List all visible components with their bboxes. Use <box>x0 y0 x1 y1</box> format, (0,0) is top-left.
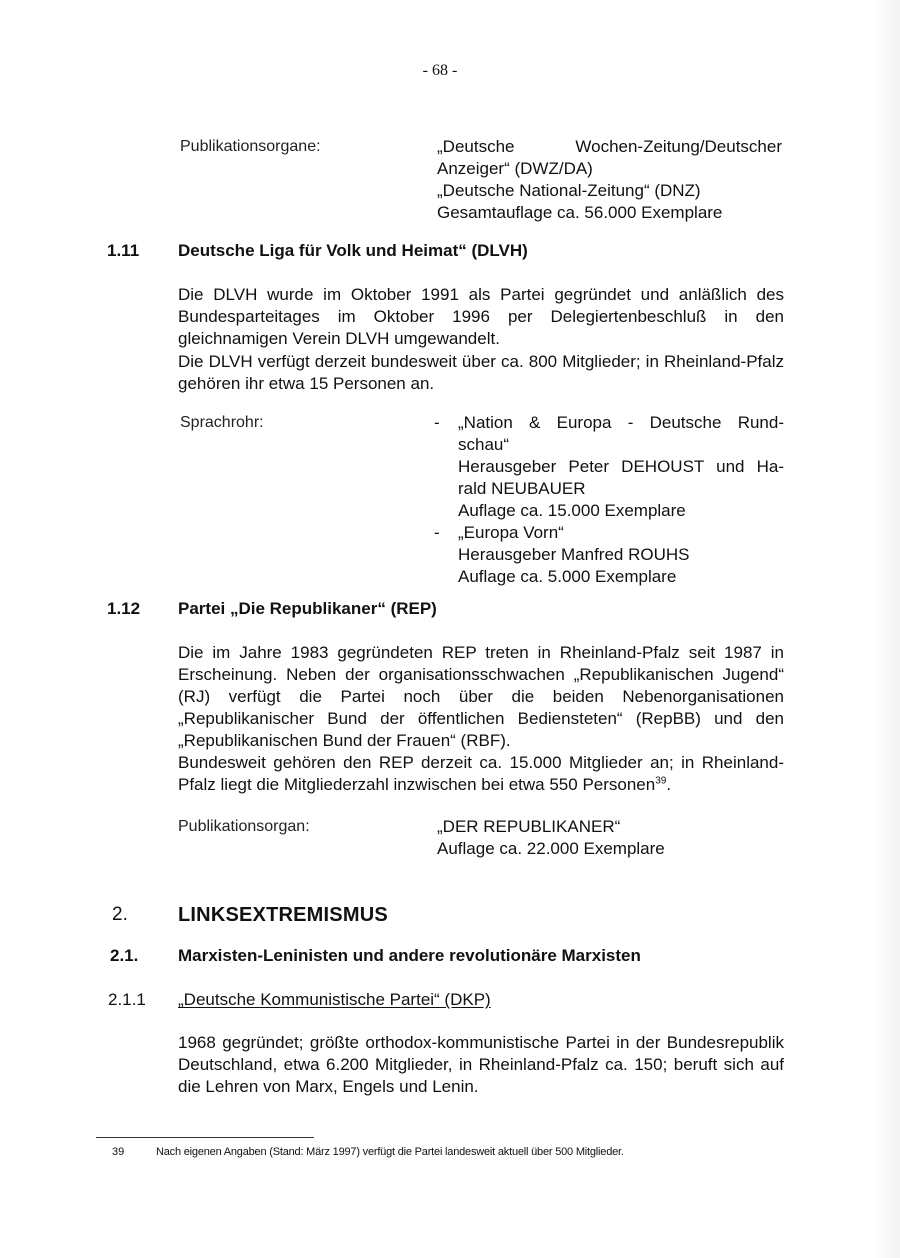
section-1-11-title: Deutsche Liga für Volk und Heimat“ (DLVH) <box>178 241 528 260</box>
sprachrohr-list <box>434 412 784 588</box>
publication-organ-label: Publikationsorgan: <box>178 818 310 835</box>
page-number: - 68 - <box>422 62 458 79</box>
list-dash: - <box>434 413 440 432</box>
item-1-line-3: Herausgeber Peter DEHOUST und Ha- <box>458 457 784 476</box>
item-2-line-2: Herausgeber Manfred ROUHS <box>458 545 690 564</box>
section-2-title: LINKSEXTREMISMUS <box>178 904 388 926</box>
pub-line-1b: Wochen-Zeitung/Deutscher <box>575 137 782 156</box>
publication-organ-value <box>437 816 665 860</box>
publication-organs-label: Publikationsorgane: <box>180 138 321 155</box>
item-1-line-5: Auflage ca. 15.000 Exemplare <box>458 501 686 520</box>
footnote-rule <box>96 1137 314 1138</box>
sprachrohr-item-1 <box>434 412 784 522</box>
scan-edge-shadow <box>872 0 900 1258</box>
section-2-number: 2. <box>112 904 128 925</box>
section-2-1-1-title <box>178 989 491 1011</box>
pub-line-2: Anzeiger“ (DWZ/DA) <box>437 159 593 178</box>
paragraph-2-end: . <box>666 775 672 794</box>
item-1-line-4: rald NEUBAUER <box>458 479 586 498</box>
pub-line-4: Gesamtauflage ca. 56.000 Exemplare <box>437 203 723 222</box>
section-1-11-paragraph-1: Die DLVH wurde im Oktober 1991 als Partei gegründet und anläßlich des Bundesparteitages im Oktober 1996 per Delegiertenbeschluß in den gleichnamigen Verein DLVH umgewandelt. <box>178 285 784 348</box>
sprachrohr-label: Sprachrohr: <box>180 414 264 431</box>
publication-organs-list <box>437 136 782 224</box>
item-2-line-1: „Europa Vorn“ <box>458 523 564 542</box>
pub-line-3: „Deutsche National-Zeitung“ (DNZ) <box>437 181 701 200</box>
section-1-12-number: 1.12 <box>107 599 141 618</box>
section-2-1-title: Marxisten-Leninisten und andere revolutionäre Marxisten <box>178 946 641 965</box>
footnote-text: Nach eigenen Angaben (Stand: März 1997) verfügt die Partei landesweit aktuell über 500 Mitglieder. <box>156 1146 624 1158</box>
dkp-title-underlined: „Deutsche Kommunistische Partei“ (DKP) <box>178 990 491 1009</box>
pub-line-1 <box>437 136 782 158</box>
item-2-line-3: Auflage ca. 5.000 Exemplare <box>458 567 677 586</box>
section-1-11-number: 1.11 <box>107 241 140 260</box>
section-1-12-title: Partei „Die Republikaner“ (REP) <box>178 599 437 618</box>
item-1-line-1: „Nation & Europa - Deutsche Rund- <box>458 413 784 432</box>
section-1-12-paragraph-2 <box>178 752 784 796</box>
paragraph-2-text: Bundesweit gehören den REP derzeit ca. 15.000 Mitglieder an; in Rheinland-Pfalz liegt die Mitgliederzahl inzwischen bei etwa 550 Personen <box>178 753 784 794</box>
section-1-12-paragraph-1: Die im Jahre 1983 gegründeten REP treten in Rheinland-Pfalz seit 1987 in Erscheinung. Neben der organisationsschwachen „Republikanischen Jugend“ (RJ) verfügt die Partei noch über die beiden Nebenorganisationen „Republikanischer Bund der öffentlichen Bediensteten“ (RepBB) und den „Republikanischen Bund der Frauen“ (RBF). <box>178 643 784 750</box>
list-dash: - <box>434 523 440 542</box>
pub-organ-line-2: Auflage ca. 22.000 Exemplare <box>437 839 665 858</box>
pub-line-1a: „Deutsche <box>437 137 515 156</box>
section-2-1-1-paragraph: 1968 gegründet; größte orthodox-kommunistische Partei in der Bundesrepublik Deutschland, etwa 6.200 Mitglieder, in Rheinland-Pfalz ca. 150; beruft sich auf die Lehren von Marx, Engels und Lenin. <box>178 1033 784 1096</box>
item-1-line-2: schau“ <box>458 435 510 454</box>
footnote-ref-39: 39 <box>655 775 667 787</box>
section-2-1-1-number: 2.1.1 <box>108 990 146 1009</box>
footnote-number: 39 <box>112 1146 125 1158</box>
pub-organ-line-1: „DER REPUBLIKANER“ <box>437 817 621 836</box>
sprachrohr-item-2 <box>434 522 784 588</box>
section-1-11-paragraph-2: Die DLVH verfügt derzeit bundesweit über ca. 800 Mitglieder; in Rheinland-Pfalz gehören ihr etwa 15 Personen an. <box>178 352 784 393</box>
section-2-1-number: 2.1. <box>110 946 139 965</box>
